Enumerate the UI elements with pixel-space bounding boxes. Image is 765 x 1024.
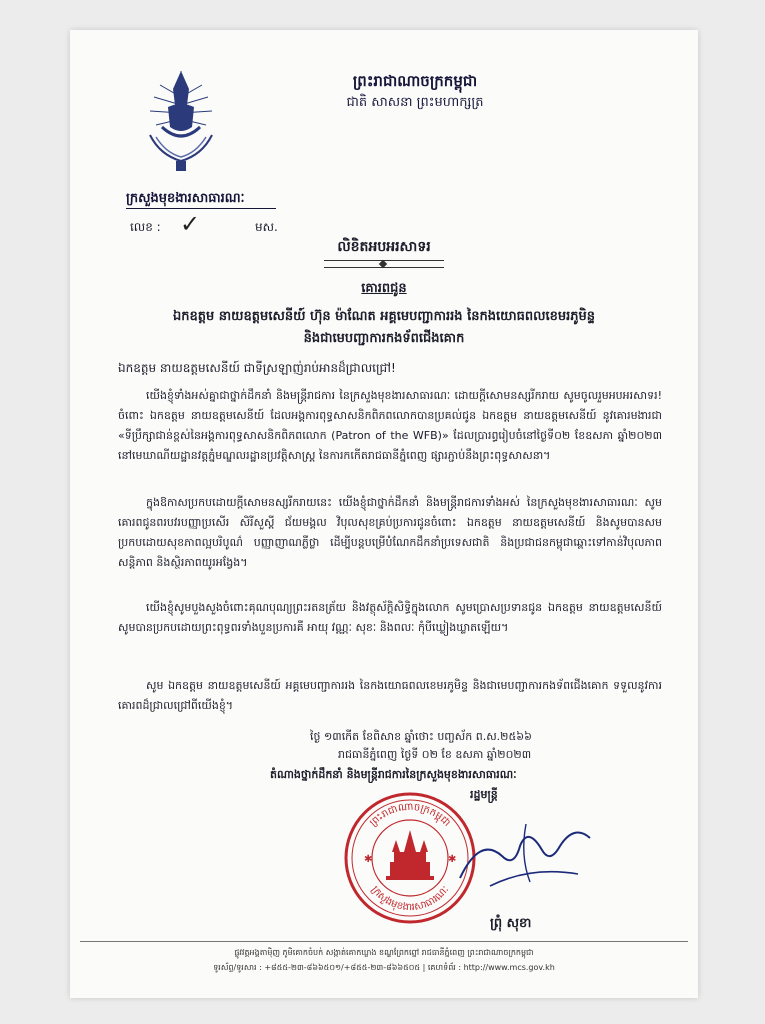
signer-name: ព្រុំ សុខា (490, 916, 532, 931)
letter-page (70, 30, 698, 998)
handwritten-signature (450, 816, 600, 896)
ministry-name: ក្រសួងមុខងារសាធារណៈ (126, 191, 245, 206)
signer-title: តំណាងថ្នាក់ដឹកនាំ និងមន្ត្រីរាជការនៃក្រសួងមុខងារសាធារណៈ (270, 768, 517, 781)
paragraph-text: យើងខ្ញុំសូមបួងសួងចំពោះគុណបុណ្យព្រះរតនត្រ័យ និងវត្ថុស័ក្តិសិទ្ធិក្នុងលោក សូមប្រោសប្រទានជូន ឯកឧត្តម នាយឧត្តមសេនីយ៍ សូមបានប្រកបដោយព្រះពុទ្ធពរទាំងបួនប្រការគឺ អាយុ វណ្ណៈ សុខៈ និងពលៈ កុំបីឃ្លៀងឃ្លាតឡើយ។ (118, 601, 662, 634)
body-paragraph (118, 676, 662, 716)
paragraph-text: យើងខ្ញុំទាំងអស់គ្នាជាថ្នាក់ដឹកនាំ និងមន្ត្រីរាជការ នៃក្រសួងមុខងារសាធារណៈ ដោយក្ដីសោមនស្សរីករាយ សូមចូលរួមអបអរសាទរ! ចំពោះ ឯកឧត្តម នាយឧត្តមសេនីយ៍ ដែលអង្គការពុទ្ធសាសនិកពិភពលោកបានប្រគល់ជូន ឯកឧត្តម នាយឧត្តមសេនីយ៍ នូវគោរមងារជា «ទីប្រឹក្សាជាន់ខ្ពស់នៃអង្គការពុទ្ធសាសនិកពិភពលោក (Patron of the WFB)» ដែលប្រារព្ធរៀបចំនៅថ្ងៃទី០២ ខែឧសភា ឆ្នាំ២០២៣ នៅមេឃាណីយដ្ឋានវត្តភ្នំមណ្ឌលរដ្ឋានប្រវត្តិសាស្ត្រ នៃការកកើតរាជធានីភ្នំពេញ ផ្សារភ្ជាប់នឹងព្រះពុទ្ធសាសនា។ (118, 389, 662, 462)
kingdom-heading: ព្រះរាជាណាចក្រកម្ពុជា (352, 72, 478, 90)
signer-role: រដ្ឋមន្ត្រី (470, 788, 498, 801)
ministry-emblem-icon (140, 65, 222, 175)
document-title: លិខិតអបអរសាទរ (337, 239, 431, 255)
reference-label: លេខ : (130, 220, 161, 234)
recipient-line: និងជាមេបញ្ជាការកងទ័ពជើងគោក (303, 331, 465, 346)
svg-text:✱: ✱ (364, 854, 373, 865)
seal-text-bottom: ក្រសួងមុខងារសាធារណៈ (368, 884, 452, 914)
body-paragraph (118, 493, 662, 573)
salutation: ឯកឧត្តម នាយឧត្តមសេនីយ៍ ជាទីស្រឡាញ់រាប់អានដ៏ជ្រាលជ្រៅ! (118, 361, 396, 375)
to-label: គោរពជូន (361, 281, 407, 296)
title-divider (324, 260, 444, 268)
recipient-block (100, 306, 668, 350)
ministry-underline (126, 208, 276, 209)
svg-text:ព្រះរាជាណាចក្រកម្ពុជា (368, 802, 452, 829)
national-motto: ជាតិ សាសនា ព្រះមហាក្សត្រ (346, 95, 484, 110)
footer-address: ផ្លូវវត្តអង្គតាម៉ិញ ភូមិគោកចំបក់ សង្កាត់គោកឃ្លាង ខណ្ឌព្រែកព្នៅ រាជធានីភ្នំពេញ ព្រះរាជាណាចក្រកម្ពុជា (234, 948, 534, 957)
body-paragraph (118, 598, 662, 638)
paragraph-text: សូម ឯកឧត្តម នាយឧត្តមសេនីយ៍ អគ្គមេបញ្ជាការរង នៃកងយោធពលខេមរភូមិន្ទ និងជាមេបញ្ជាការកងទ័ពជើងគោក ទទួលនូវការគោរពដ៏ជ្រាលជ្រៅពីយើងខ្ញុំ។ (118, 679, 662, 712)
reference-suffix: មស. (255, 220, 278, 234)
recipient-line: ឯកឧត្តម នាយឧត្តមសេនីយ៍ ហ៊ុន ម៉ាណែត អគ្គមេបញ្ជាការរង នៃកងយោធពលខេមរភូមិន្ទ (173, 309, 595, 324)
date-solar: រាជធានីភ្នំពេញ ថ្ងៃទី ០២ ខែ ឧសភា ឆ្នាំ២០២៣ (338, 748, 532, 761)
footer-divider (80, 941, 688, 942)
paragraph-text: ក្នុងឱកាសប្រកបដោយក្ដីសោមនស្សរីករាយនេះ យើងខ្ញុំជាថ្នាក់ដឹកនាំ និងមន្ត្រីរាជការទាំងអស់ នៃក្រសួងមុខងារសាធារណៈ សូមគោរពជូនពរបវរបញ្ញាប្រសើរ សិរីសួស្ដី ជ័យមង្គល វិបុលសុខគ្រប់ប្រការជូនចំពោះ ឯកឧត្តម នាយឧត្តមសេនីយ៍ និងសូមបានសមប្រកបដោយសុខភាពល្អបរិបូណ៌ បញ្ញាញាណភ្លឺថ្លា ដើម្បីបន្តបម្រើបំណែកដឹកនាំប្រទេសជាតិ និងប្រជាជនកម្ពុជាឆ្ពោះទៅកាន់វិបុលភាព សន្តិភាព និងស្ថិរភាពយូរអង្វែង។ (118, 496, 662, 569)
check-mark-icon: ✓ (180, 210, 201, 238)
footer-contact: ទូរស័ព្ទ/ទូរសារ : +៨៥៥-២៣-៨៦៦៥០១/+៨៥៥-២៣-៨៦៦៥០៥ | គេហទំព័រ : http://www.mcs.gov.kh (213, 963, 555, 972)
seal-text-top: ព្រះរាជាណាចក្រកម្ពុជា (367, 801, 453, 829)
date-lunar: ថ្ងៃ ១៣កើត ខែពិសាខ ឆ្នាំថោះ បញ្ចស័ក ព.ស.២៥៦៦ (310, 730, 532, 743)
body-paragraph (118, 386, 662, 466)
svg-text:✱: ✱ (448, 854, 457, 865)
